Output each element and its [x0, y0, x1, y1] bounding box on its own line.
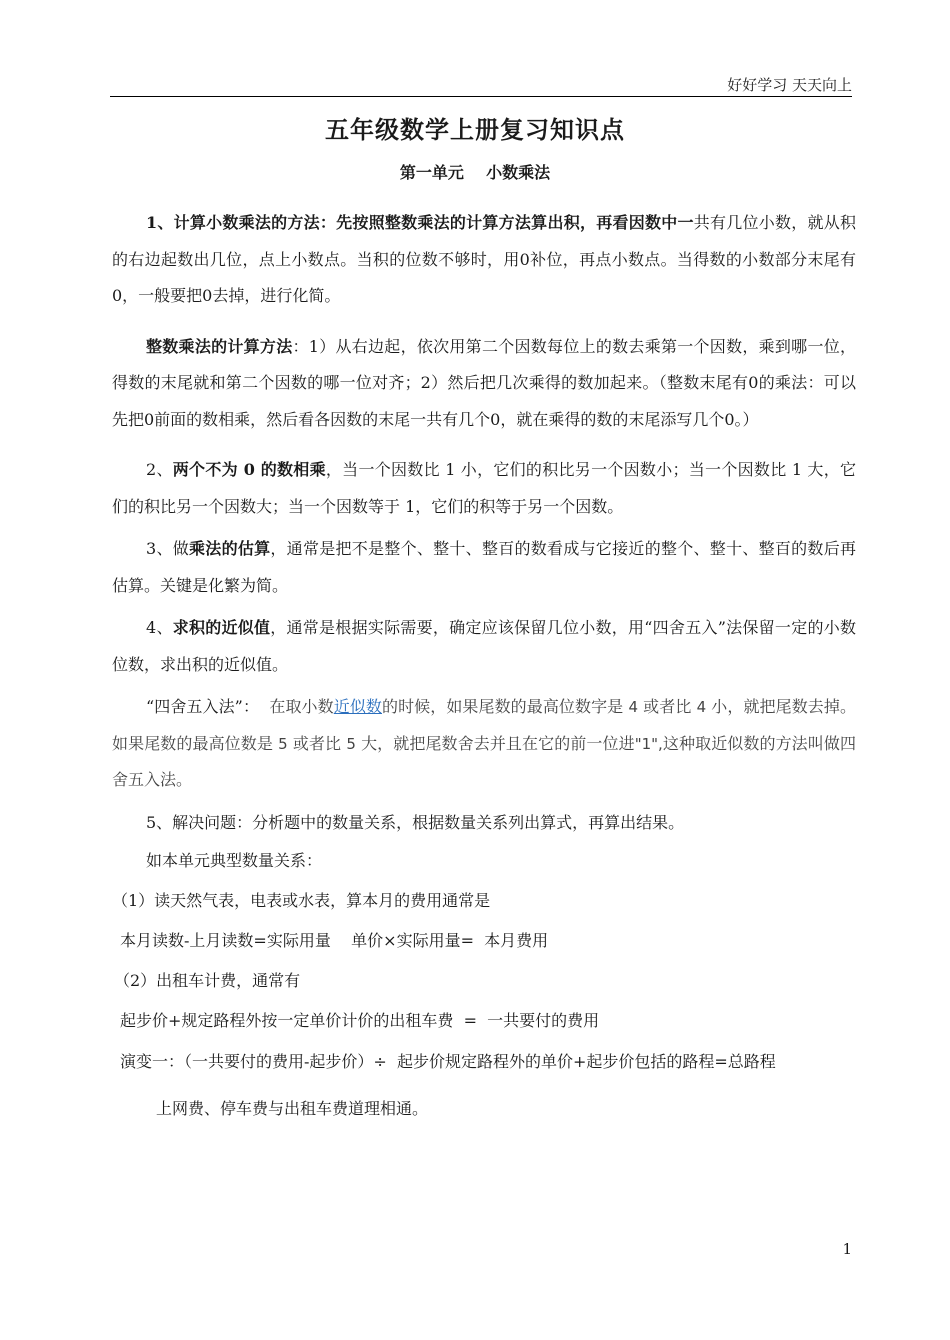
digit: 5 [346, 734, 356, 753]
paragraph-text: 或者比 [287, 733, 347, 753]
paragraph-text: 这种取近似数的方法叫做四舍五入法。 [112, 733, 856, 789]
item-number: 4、 [146, 618, 173, 637]
bold-term: 乘法的估算 [189, 539, 271, 558]
item-number: 3、做 [146, 539, 190, 558]
paragraph-text: ，通常是根据实际需要，确定应该保留几位小数，用“四舍五入”法保留一定的小数位数，求出积的近似值。 [112, 618, 856, 674]
spacer [259, 697, 269, 716]
list-item-meter-reading: （1）读天然气表，电表或水表，算本月的费用通常是 [112, 891, 491, 910]
paragraph-text: ：1）从右边起，依次用第二个因数每位上的数去乘第一个因数，乘到哪一位，得数的末尾就和第二个因数的哪一位对齐；2）然后把几次乘得的数加起来。（整数末尾有0的乘法：可以先把0前面的数相乘，然后看各因数的末尾一共有几个0，就在乘得的数的末尾添写几个0。） [112, 336, 856, 429]
page-number: 1 [842, 1240, 852, 1258]
paragraph-similar-fees: 上网费、停车费与出租车费道理相通。 [156, 1099, 429, 1118]
paragraph-text: 大，就把尾数舍去并且在它的前一位进 [355, 733, 635, 753]
digit: 4 [628, 698, 638, 716]
quoted-one: "1", [634, 734, 663, 753]
page-title: 五年级数学上册复习知识点 [325, 115, 625, 144]
rounding-label: “四舍五入法”： [146, 697, 260, 716]
paragraph-text: 的时候，如果尾数的最高位数字是 [382, 697, 629, 716]
paragraph-decimal-multiplication-method [112, 205, 856, 315]
formula-taxi-total: 起步价+规定路程外按一定单价计价的出租车费 = 一共要付的费用 [120, 1011, 600, 1030]
unit-subtitle: 第一单元 小数乘法 [399, 163, 551, 182]
paragraph-product-comparison [112, 452, 856, 525]
bold-term: 求积的近似值 [172, 618, 271, 637]
paragraph-text: ，当一个因数比 1 小，它们的积比另一个因数小；当一个因数比 1 大，它们的积比另一个因数大；当一个因数等于 1，它们的积等于另一个因数。 [112, 460, 856, 516]
list-item-taxi-fare: （2）出租车计费，通常有 [114, 971, 301, 990]
paragraph-integer-multiplication [112, 329, 856, 439]
digit: 5 [278, 734, 288, 753]
header-text: 好好学习 天天向上 [727, 76, 852, 94]
paragraph-text: 在取小数 [269, 697, 334, 716]
paragraph-approximation [112, 610, 856, 683]
paragraph-text: 共有几位小数，就从积的右边起数出几位，点上小数点。当积的位数不够时，用0补位，再点小数点。当得数的小数部分末尾有0，一般要把0去掉，进行化简。 [112, 213, 856, 305]
bold-lead: 1、计算小数乘法的方法：先按照整数乘法的计算方法算出积，再看因数中一 [146, 213, 694, 232]
digit: 4 [696, 698, 707, 716]
approximate-number-link[interactable]: 近似数 [333, 697, 382, 716]
paragraph-problem-solving: 5、解决问题：分析题中的数量关系，根据数量关系列出算式，再算出结果。 [146, 812, 685, 832]
paragraph-typical-relations: 如本单元典型数量关系： [146, 851, 323, 870]
paragraph-text: ，通常是把不是整个、整十、整百的数看成与它接近的整个、整十、整百的数后再估算。关键是化繁为简。 [112, 539, 856, 595]
paragraph-rounding-rule [112, 689, 856, 799]
paragraph-text: 或者比 [637, 697, 697, 716]
document-body [112, 205, 856, 1128]
bold-lead: 整数乘法的计算方法 [146, 336, 293, 356]
bold-term: 两个不为 0 的数相乘 [172, 460, 326, 479]
formula-variant-one: 演变一：（一共要付的费用-起步价）÷ 起步价规定路程外的单价+起步价包括的路程=总路程 [120, 1052, 776, 1071]
paragraph-estimation [112, 531, 856, 604]
item-number: 2、 [146, 460, 173, 479]
formula-monthly-cost: 本月读数-上月读数=实际用量 单价×实际用量= 本月费用 [120, 931, 549, 950]
paragraph-text: 小，就把尾数去掉。如果尾数的最高位数是 [112, 697, 856, 753]
header-divider [110, 96, 852, 97]
